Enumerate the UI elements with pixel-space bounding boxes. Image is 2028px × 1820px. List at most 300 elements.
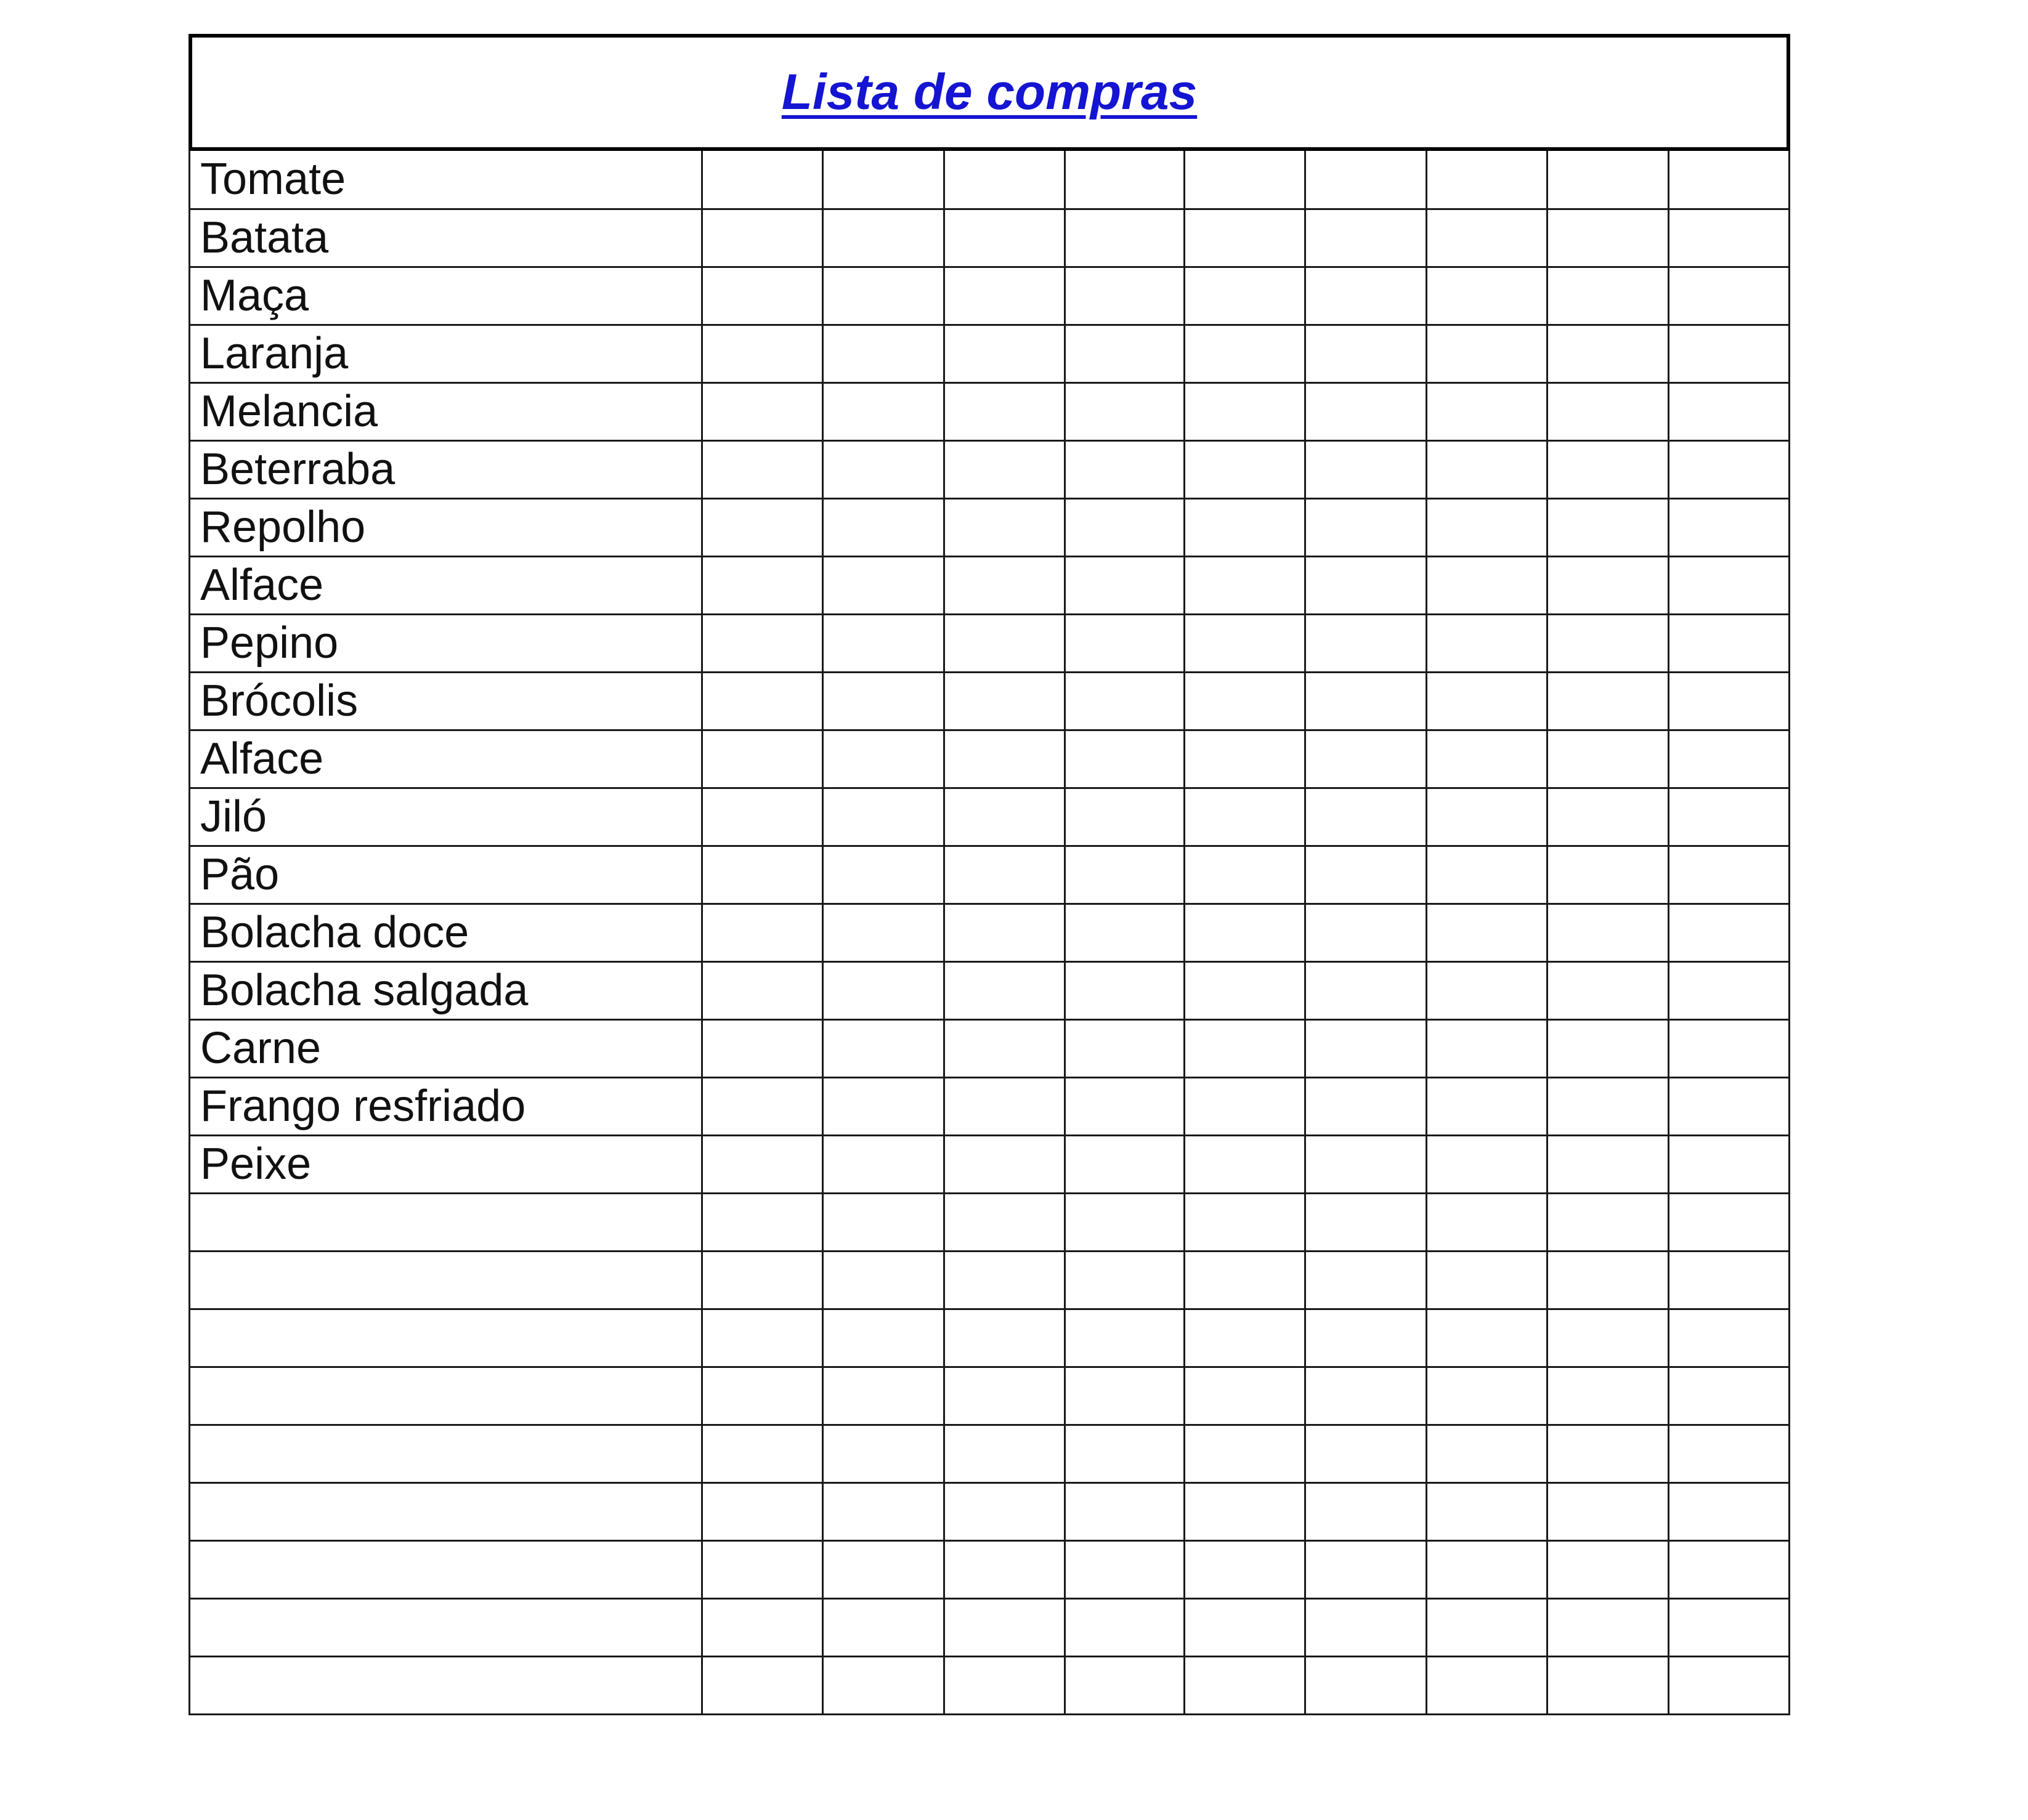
item-name-cell[interactable]: Batata: [190, 209, 702, 267]
check-cell[interactable]: [1426, 440, 1547, 498]
check-cell[interactable]: [1547, 788, 1668, 846]
table-row: [190, 961, 1790, 1019]
table-row: [190, 440, 1790, 498]
check-cell[interactable]: [1305, 498, 1426, 556]
check-cell[interactable]: [1668, 730, 1789, 788]
check-cell[interactable]: [1547, 1425, 1668, 1482]
item-name-cell[interactable]: [190, 1367, 702, 1425]
check-cell[interactable]: [1184, 961, 1305, 1019]
table-row: [190, 1077, 1790, 1135]
check-cell[interactable]: [823, 498, 944, 556]
table-row: [190, 1193, 1790, 1251]
shopping-list-table: [189, 151, 1790, 1715]
check-cell[interactable]: [1184, 1019, 1305, 1077]
check-cell[interactable]: [1668, 325, 1789, 382]
check-cell[interactable]: [1668, 614, 1789, 672]
check-cell[interactable]: [1305, 1077, 1426, 1135]
check-cell[interactable]: [1305, 1135, 1426, 1193]
check-cell[interactable]: [1305, 1540, 1426, 1598]
check-cell[interactable]: [702, 1482, 822, 1540]
check-cell[interactable]: [1065, 556, 1184, 614]
check-cell[interactable]: [1547, 672, 1668, 730]
check-cell[interactable]: [1305, 1309, 1426, 1367]
check-cell[interactable]: [1426, 788, 1547, 846]
check-cell[interactable]: [944, 382, 1065, 440]
item-name-cell[interactable]: [190, 1425, 702, 1482]
check-cell[interactable]: [1184, 904, 1305, 961]
check-cell[interactable]: [1426, 1656, 1547, 1714]
shopping-list-sheet: [189, 34, 1790, 1715]
check-cell[interactable]: [944, 1425, 1065, 1482]
check-cell[interactable]: [1668, 788, 1789, 846]
check-cell[interactable]: [1305, 382, 1426, 440]
check-cell[interactable]: [1426, 1540, 1547, 1598]
check-cell[interactable]: [823, 1019, 944, 1077]
check-cell[interactable]: [1668, 1598, 1789, 1656]
check-cell[interactable]: [1426, 1367, 1547, 1425]
check-cell[interactable]: [1426, 672, 1547, 730]
check-cell[interactable]: [702, 1193, 822, 1251]
check-cell[interactable]: [1547, 730, 1668, 788]
check-cell[interactable]: [823, 1598, 944, 1656]
page-title: Lista de compras: [781, 64, 1198, 120]
check-cell[interactable]: [944, 325, 1065, 382]
table-row: [190, 788, 1790, 846]
check-cell[interactable]: [1065, 614, 1184, 672]
check-cell[interactable]: [823, 1425, 944, 1482]
table-row: [190, 1309, 1790, 1367]
table-row: [190, 1367, 1790, 1425]
check-cell[interactable]: [702, 1019, 822, 1077]
check-cell[interactable]: [702, 730, 822, 788]
check-cell[interactable]: [823, 325, 944, 382]
check-cell[interactable]: [1065, 151, 1184, 209]
table-row: [190, 730, 1790, 788]
check-cell[interactable]: [1184, 1309, 1305, 1367]
check-cell[interactable]: [702, 325, 822, 382]
item-name-cell[interactable]: [190, 1656, 702, 1714]
check-cell[interactable]: [1668, 556, 1789, 614]
item-name-cell[interactable]: Maça: [190, 267, 702, 325]
check-cell[interactable]: [823, 961, 944, 1019]
check-cell[interactable]: [1305, 846, 1426, 904]
check-cell[interactable]: [1065, 1309, 1184, 1367]
item-name-cell[interactable]: [190, 1251, 702, 1309]
check-cell[interactable]: [1184, 556, 1305, 614]
table-row: [190, 846, 1790, 904]
check-cell[interactable]: [702, 209, 822, 267]
check-cell[interactable]: [702, 151, 822, 209]
check-cell[interactable]: [823, 1482, 944, 1540]
check-cell[interactable]: [1668, 672, 1789, 730]
check-cell[interactable]: [702, 1251, 822, 1309]
check-cell[interactable]: [1184, 1425, 1305, 1482]
check-cell[interactable]: [1305, 961, 1426, 1019]
table-row: [190, 267, 1790, 325]
check-cell[interactable]: [1668, 1193, 1789, 1251]
check-cell[interactable]: [1065, 440, 1184, 498]
check-cell[interactable]: [1547, 440, 1668, 498]
check-cell[interactable]: [1065, 382, 1184, 440]
check-cell[interactable]: [1668, 1135, 1789, 1193]
check-cell[interactable]: [702, 961, 822, 1019]
check-cell[interactable]: [1668, 1019, 1789, 1077]
check-cell[interactable]: [1065, 325, 1184, 382]
item-name-cell[interactable]: Repolho: [190, 498, 702, 556]
check-cell[interactable]: [1065, 1019, 1184, 1077]
check-cell[interactable]: [702, 1656, 822, 1714]
check-cell[interactable]: [823, 730, 944, 788]
check-cell[interactable]: [944, 1482, 1065, 1540]
item-name-cell[interactable]: Peixe: [190, 1135, 702, 1193]
table-row: [190, 1598, 1790, 1656]
check-cell[interactable]: [1426, 904, 1547, 961]
check-cell[interactable]: [1426, 1251, 1547, 1309]
check-cell[interactable]: [1426, 1309, 1547, 1367]
check-cell[interactable]: [1668, 904, 1789, 961]
check-cell[interactable]: [1668, 1077, 1789, 1135]
table-row: [190, 614, 1790, 672]
table-row: [190, 556, 1790, 614]
check-cell[interactable]: [1547, 1077, 1668, 1135]
check-cell[interactable]: [1547, 1598, 1668, 1656]
check-cell[interactable]: [1184, 788, 1305, 846]
check-cell[interactable]: [944, 498, 1065, 556]
check-cell[interactable]: [944, 1309, 1065, 1367]
check-cell[interactable]: [1184, 730, 1305, 788]
check-cell[interactable]: [1426, 556, 1547, 614]
check-cell[interactable]: [1065, 730, 1184, 788]
check-cell[interactable]: [823, 904, 944, 961]
check-cell[interactable]: [1426, 151, 1547, 209]
check-cell[interactable]: [1426, 498, 1547, 556]
check-cell[interactable]: [823, 1540, 944, 1598]
check-cell[interactable]: [1426, 614, 1547, 672]
check-cell[interactable]: [944, 556, 1065, 614]
check-cell[interactable]: [1426, 267, 1547, 325]
check-cell[interactable]: [1547, 961, 1668, 1019]
check-cell[interactable]: [1426, 1482, 1547, 1540]
check-cell[interactable]: [1668, 209, 1789, 267]
check-cell[interactable]: [944, 1019, 1065, 1077]
table-row: [190, 209, 1790, 267]
check-cell[interactable]: [1184, 325, 1305, 382]
check-cell[interactable]: [1184, 382, 1305, 440]
shopping-list-body: [190, 151, 1790, 1714]
check-cell[interactable]: [944, 614, 1065, 672]
table-row: [190, 1251, 1790, 1309]
check-cell[interactable]: [1065, 672, 1184, 730]
check-cell[interactable]: [1305, 556, 1426, 614]
check-cell[interactable]: [1184, 1251, 1305, 1309]
check-cell[interactable]: [944, 440, 1065, 498]
check-cell[interactable]: [1305, 1251, 1426, 1309]
check-cell[interactable]: [702, 1077, 822, 1135]
check-cell[interactable]: [1184, 1077, 1305, 1135]
check-cell[interactable]: [1184, 498, 1305, 556]
check-cell[interactable]: [1184, 440, 1305, 498]
check-cell[interactable]: [1547, 1309, 1668, 1367]
check-cell[interactable]: [1426, 1019, 1547, 1077]
check-cell[interactable]: [1547, 1367, 1668, 1425]
check-cell[interactable]: [1547, 267, 1668, 325]
check-cell[interactable]: [702, 788, 822, 846]
check-cell[interactable]: [1668, 1309, 1789, 1367]
item-name-cell[interactable]: Tomate: [190, 151, 702, 209]
item-name-cell[interactable]: Alface: [190, 556, 702, 614]
check-cell[interactable]: [823, 1309, 944, 1367]
item-name-cell[interactable]: Jiló: [190, 788, 702, 846]
check-cell[interactable]: [1668, 1540, 1789, 1598]
item-name-cell[interactable]: Frango resfriado: [190, 1077, 702, 1135]
check-cell[interactable]: [702, 498, 822, 556]
table-row: [190, 1425, 1790, 1482]
check-cell[interactable]: [823, 788, 944, 846]
check-cell[interactable]: [1426, 1135, 1547, 1193]
check-cell[interactable]: [702, 1540, 822, 1598]
check-cell[interactable]: [1426, 1077, 1547, 1135]
check-cell[interactable]: [1305, 788, 1426, 846]
check-cell[interactable]: [823, 382, 944, 440]
check-cell[interactable]: [1547, 1540, 1668, 1598]
check-cell[interactable]: [1184, 1193, 1305, 1251]
item-name-cell[interactable]: [190, 1540, 702, 1598]
check-cell[interactable]: [1065, 1367, 1184, 1425]
check-cell[interactable]: [702, 382, 822, 440]
check-cell[interactable]: [1065, 1251, 1184, 1309]
check-cell[interactable]: [944, 1193, 1065, 1251]
check-cell[interactable]: [823, 151, 944, 209]
table-row: [190, 151, 1790, 209]
check-cell[interactable]: [944, 267, 1065, 325]
check-cell[interactable]: [1547, 614, 1668, 672]
check-cell[interactable]: [1305, 1656, 1426, 1714]
check-cell[interactable]: [1547, 1193, 1668, 1251]
check-cell[interactable]: [1547, 904, 1668, 961]
check-cell[interactable]: [1426, 382, 1547, 440]
check-cell[interactable]: [702, 1367, 822, 1425]
item-name-cell[interactable]: Pão: [190, 846, 702, 904]
check-cell[interactable]: [1184, 1540, 1305, 1598]
check-cell[interactable]: [702, 1135, 822, 1193]
check-cell[interactable]: [702, 1309, 822, 1367]
check-cell[interactable]: [944, 904, 1065, 961]
table-row: [190, 1656, 1790, 1714]
check-cell[interactable]: [702, 904, 822, 961]
item-name-cell[interactable]: Carne: [190, 1019, 702, 1077]
check-cell[interactable]: [1065, 1425, 1184, 1482]
check-cell[interactable]: [823, 267, 944, 325]
check-cell[interactable]: [1065, 846, 1184, 904]
check-cell[interactable]: [823, 1656, 944, 1714]
check-cell[interactable]: [1305, 1425, 1426, 1482]
check-cell[interactable]: [1426, 846, 1547, 904]
check-cell[interactable]: [944, 672, 1065, 730]
check-cell[interactable]: [1065, 1598, 1184, 1656]
check-cell[interactable]: [1668, 1425, 1789, 1482]
check-cell[interactable]: [823, 209, 944, 267]
check-cell[interactable]: [1305, 730, 1426, 788]
check-cell[interactable]: [702, 672, 822, 730]
check-cell[interactable]: [1547, 151, 1668, 209]
check-cell[interactable]: [944, 1656, 1065, 1714]
check-cell[interactable]: [1065, 788, 1184, 846]
check-cell[interactable]: [1065, 1077, 1184, 1135]
check-cell[interactable]: [1184, 846, 1305, 904]
check-cell[interactable]: [1668, 1656, 1789, 1714]
check-cell[interactable]: [1065, 1482, 1184, 1540]
check-cell[interactable]: [1668, 267, 1789, 325]
check-cell[interactable]: [1547, 498, 1668, 556]
check-cell[interactable]: [944, 1540, 1065, 1598]
check-cell[interactable]: [1305, 209, 1426, 267]
check-cell[interactable]: [944, 1598, 1065, 1656]
check-cell[interactable]: [1547, 209, 1668, 267]
check-cell[interactable]: [823, 846, 944, 904]
check-cell[interactable]: [1668, 1367, 1789, 1425]
check-cell[interactable]: [1547, 325, 1668, 382]
check-cell[interactable]: [1184, 1656, 1305, 1714]
check-cell[interactable]: [1065, 1656, 1184, 1714]
check-cell[interactable]: [702, 1425, 822, 1482]
check-cell[interactable]: [1305, 1019, 1426, 1077]
check-cell[interactable]: [944, 730, 1065, 788]
check-cell[interactable]: [944, 788, 1065, 846]
check-cell[interactable]: [1547, 1135, 1668, 1193]
check-cell[interactable]: [944, 209, 1065, 267]
check-cell[interactable]: [823, 440, 944, 498]
check-cell[interactable]: [1426, 325, 1547, 382]
check-cell[interactable]: [823, 1367, 944, 1425]
check-cell[interactable]: [702, 556, 822, 614]
check-cell[interactable]: [1668, 1251, 1789, 1309]
item-name-cell[interactable]: Bolacha doce: [190, 904, 702, 961]
check-cell[interactable]: [823, 1251, 944, 1309]
item-name-cell[interactable]: Alface: [190, 730, 702, 788]
item-name-cell[interactable]: [190, 1309, 702, 1367]
check-cell[interactable]: [1305, 1598, 1426, 1656]
item-name-cell[interactable]: Melancia: [190, 382, 702, 440]
check-cell[interactable]: [1426, 730, 1547, 788]
table-row: [190, 904, 1790, 961]
check-cell[interactable]: [1668, 440, 1789, 498]
check-cell[interactable]: [1668, 1482, 1789, 1540]
check-cell[interactable]: [1184, 1135, 1305, 1193]
title-box: [189, 34, 1790, 151]
check-cell[interactable]: [1305, 1193, 1426, 1251]
item-name-cell[interactable]: Brócolis: [190, 672, 702, 730]
check-cell[interactable]: [1184, 1598, 1305, 1656]
table-row: [190, 1482, 1790, 1540]
check-cell[interactable]: [1547, 1482, 1668, 1540]
table-row: [190, 382, 1790, 440]
check-cell[interactable]: [1065, 1135, 1184, 1193]
check-cell[interactable]: [823, 672, 944, 730]
check-cell[interactable]: [1547, 556, 1668, 614]
check-cell[interactable]: [1305, 325, 1426, 382]
item-name-cell[interactable]: Beterraba: [190, 440, 702, 498]
check-cell[interactable]: [1305, 151, 1426, 209]
check-cell[interactable]: [944, 1135, 1065, 1193]
check-cell[interactable]: [823, 1193, 944, 1251]
check-cell[interactable]: [1547, 382, 1668, 440]
check-cell[interactable]: [1668, 961, 1789, 1019]
check-cell[interactable]: [1184, 209, 1305, 267]
check-cell[interactable]: [1547, 1251, 1668, 1309]
check-cell[interactable]: [944, 961, 1065, 1019]
check-cell[interactable]: [1305, 672, 1426, 730]
check-cell[interactable]: [1305, 267, 1426, 325]
check-cell[interactable]: [944, 1251, 1065, 1309]
check-cell[interactable]: [1065, 498, 1184, 556]
check-cell[interactable]: [1065, 1540, 1184, 1598]
check-cell[interactable]: [1065, 267, 1184, 325]
check-cell[interactable]: [823, 1135, 944, 1193]
table-row: [190, 672, 1790, 730]
check-cell[interactable]: [1426, 961, 1547, 1019]
check-cell[interactable]: [1668, 846, 1789, 904]
check-cell[interactable]: [702, 614, 822, 672]
check-cell[interactable]: [944, 846, 1065, 904]
check-cell[interactable]: [944, 1367, 1065, 1425]
check-cell[interactable]: [823, 556, 944, 614]
table-row: [190, 1019, 1790, 1077]
check-cell[interactable]: [1668, 382, 1789, 440]
check-cell[interactable]: [1184, 672, 1305, 730]
check-cell[interactable]: [702, 267, 822, 325]
check-cell[interactable]: [823, 614, 944, 672]
check-cell[interactable]: [1184, 267, 1305, 325]
check-cell[interactable]: [1668, 151, 1789, 209]
check-cell[interactable]: [1305, 440, 1426, 498]
check-cell[interactable]: [1305, 1482, 1426, 1540]
check-cell[interactable]: [1547, 1019, 1668, 1077]
check-cell[interactable]: [1426, 1598, 1547, 1656]
check-cell[interactable]: [1184, 151, 1305, 209]
item-name-cell[interactable]: Pepino: [190, 614, 702, 672]
table-row: [190, 498, 1790, 556]
table-row: [190, 325, 1790, 382]
check-cell[interactable]: [1426, 1425, 1547, 1482]
check-cell[interactable]: [1184, 614, 1305, 672]
check-cell[interactable]: [944, 1077, 1065, 1135]
check-cell[interactable]: [1305, 904, 1426, 961]
check-cell[interactable]: [1065, 961, 1184, 1019]
item-name-cell[interactable]: [190, 1193, 702, 1251]
check-cell[interactable]: [1668, 498, 1789, 556]
check-cell[interactable]: [1065, 1193, 1184, 1251]
item-name-cell[interactable]: [190, 1482, 702, 1540]
check-cell[interactable]: [702, 1598, 822, 1656]
check-cell[interactable]: [1547, 1656, 1668, 1714]
check-cell[interactable]: [702, 846, 822, 904]
check-cell[interactable]: [1305, 614, 1426, 672]
check-cell[interactable]: [1426, 209, 1547, 267]
check-cell[interactable]: [1184, 1482, 1305, 1540]
check-cell[interactable]: [944, 151, 1065, 209]
check-cell[interactable]: [1065, 904, 1184, 961]
item-name-cell[interactable]: [190, 1598, 702, 1656]
check-cell[interactable]: [1184, 1367, 1305, 1425]
item-name-cell[interactable]: Laranja: [190, 325, 702, 382]
check-cell[interactable]: [1547, 846, 1668, 904]
item-name-cell[interactable]: Bolacha salgada: [190, 961, 702, 1019]
check-cell[interactable]: [1065, 209, 1184, 267]
check-cell[interactable]: [702, 440, 822, 498]
check-cell[interactable]: [823, 1077, 944, 1135]
check-cell[interactable]: [1426, 1193, 1547, 1251]
check-cell[interactable]: [1305, 1367, 1426, 1425]
